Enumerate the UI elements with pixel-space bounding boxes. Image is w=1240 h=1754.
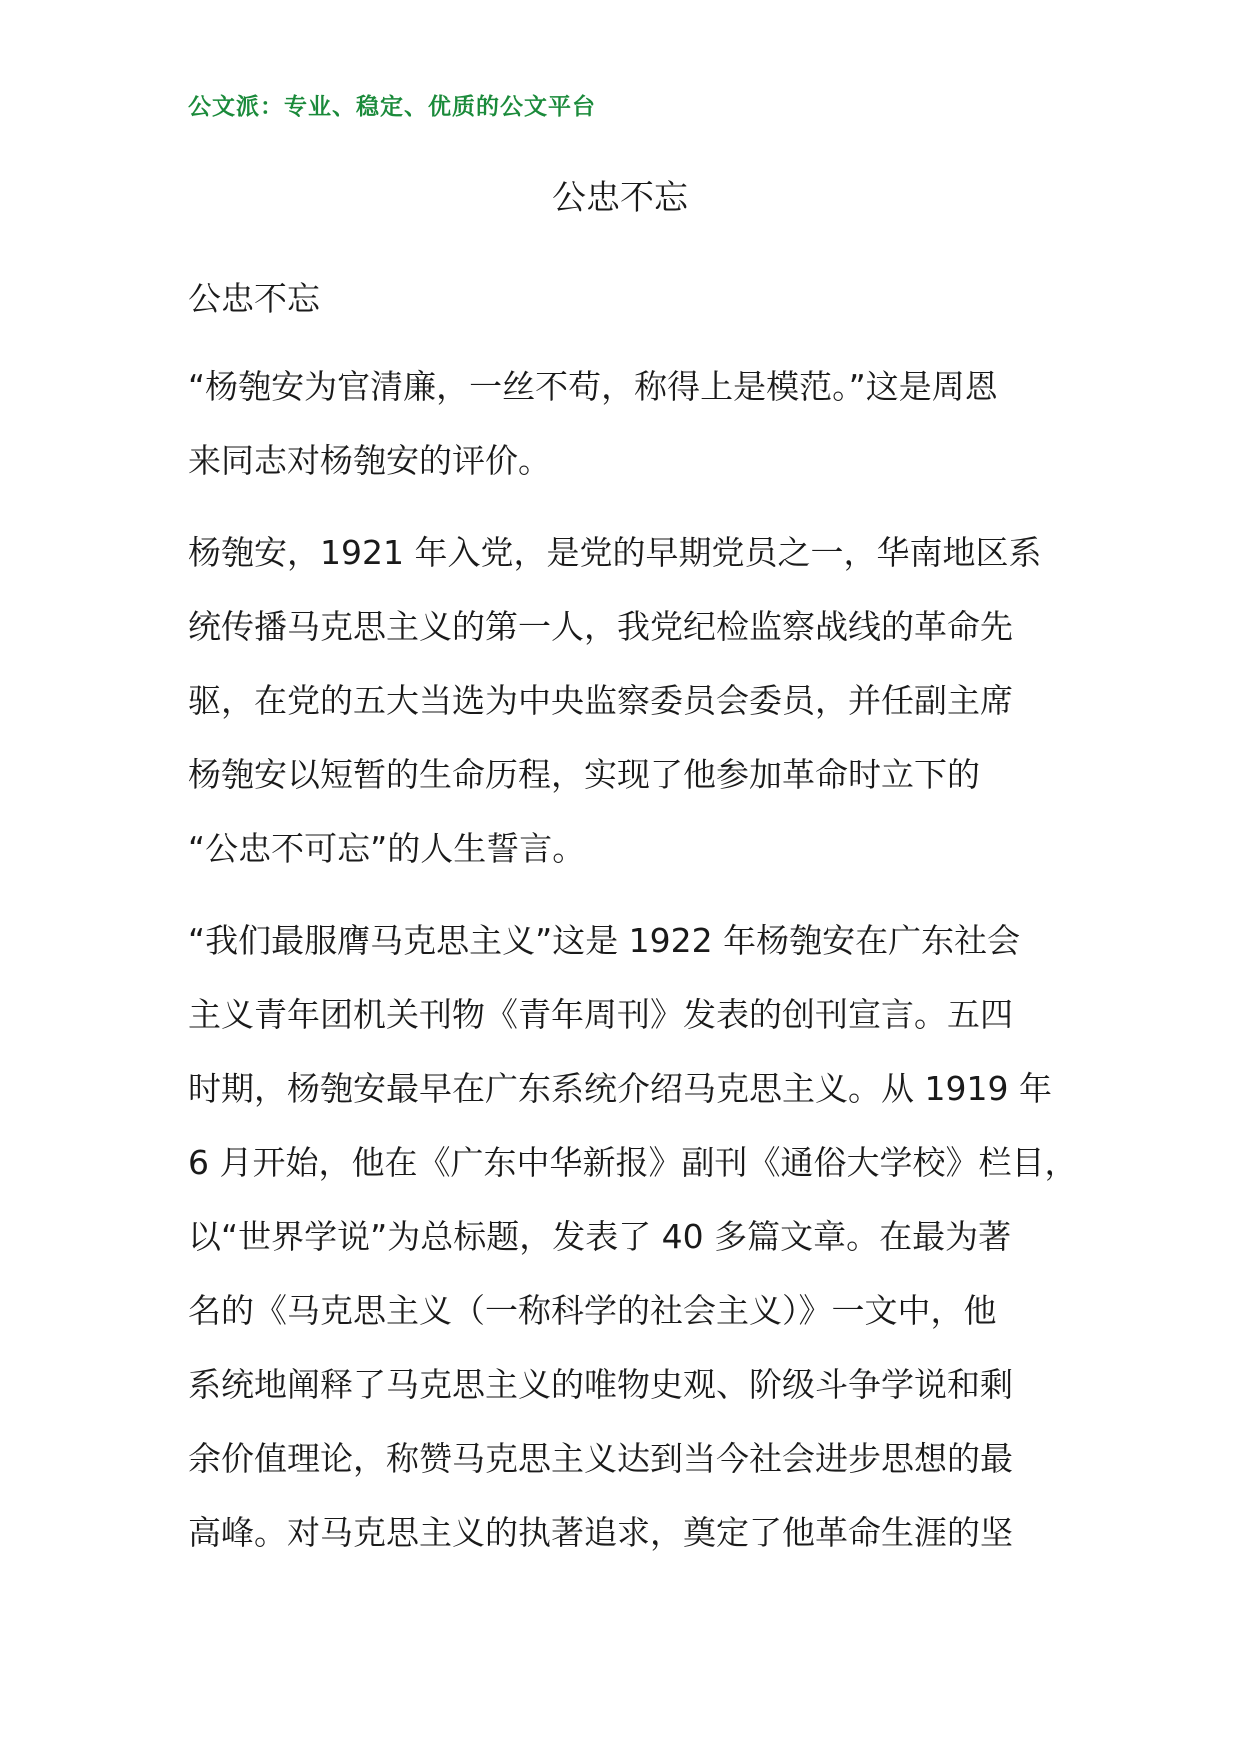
text-line: 系统地阐释了马克思主义的唯物史观、阶级斗争学说和剩: [188, 1365, 1013, 1404]
text-line: “杨匏安为官清廉，一丝不苟，称得上是模范。”这是周恩: [188, 367, 998, 406]
paragraph-1: [188, 350, 1068, 498]
text-line: 以“世界学说”为总标题，发表了 40 多篇文章。在最为著: [188, 1217, 1012, 1256]
text-line: 名的《马克思主义（一称科学的社会主义）》一文中，他: [188, 1291, 997, 1330]
document-body: [188, 262, 1078, 1588]
text-line: 6 月开始，他在《广东中华新报》副刊《通俗大学校》栏目，: [188, 1143, 1078, 1182]
text-line: 杨匏安，1921 年入党，是党的早期党员之一，华南地区系: [188, 533, 1042, 572]
text-line: 统传播马克思主义的第一人，我党纪检监察战线的革命先: [188, 607, 1013, 646]
text-line: 驱，在党的五大当选为中央监察委员会委员，并任副主席: [188, 681, 1013, 720]
text-line: 主义青年团机关刊物《青年周刊》发表的创刊宣言。五四: [188, 995, 1013, 1034]
text-line: 来同志对杨匏安的评价。: [188, 441, 551, 480]
header-banner: 公文派：专业、稳定、优质的公文平台: [188, 94, 596, 120]
text-line: 高峰。对马克思主义的执著追求，奠定了他革命生涯的坚: [188, 1513, 1013, 1552]
paragraph-3: [188, 904, 1078, 1570]
text-line: “我们最服膺马克思主义”这是 1922 年杨匏安在广东社会: [188, 921, 1021, 960]
document-subtitle: 公忠不忘: [188, 279, 320, 318]
text-line: “公忠不可忘”的人生誓言。: [188, 829, 586, 868]
text-line: 余价值理论，称赞马克思主义达到当今社会进步思想的最: [188, 1439, 1013, 1478]
paragraph-2: [188, 516, 1068, 886]
document-title: 公忠不忘: [552, 178, 688, 218]
text-line: 杨匏安以短暂的生命历程，实现了他参加革命时立下的: [188, 755, 980, 794]
text-line: 时期，杨匏安最早在广东系统介绍马克思主义。从 1919 年: [188, 1069, 1052, 1108]
